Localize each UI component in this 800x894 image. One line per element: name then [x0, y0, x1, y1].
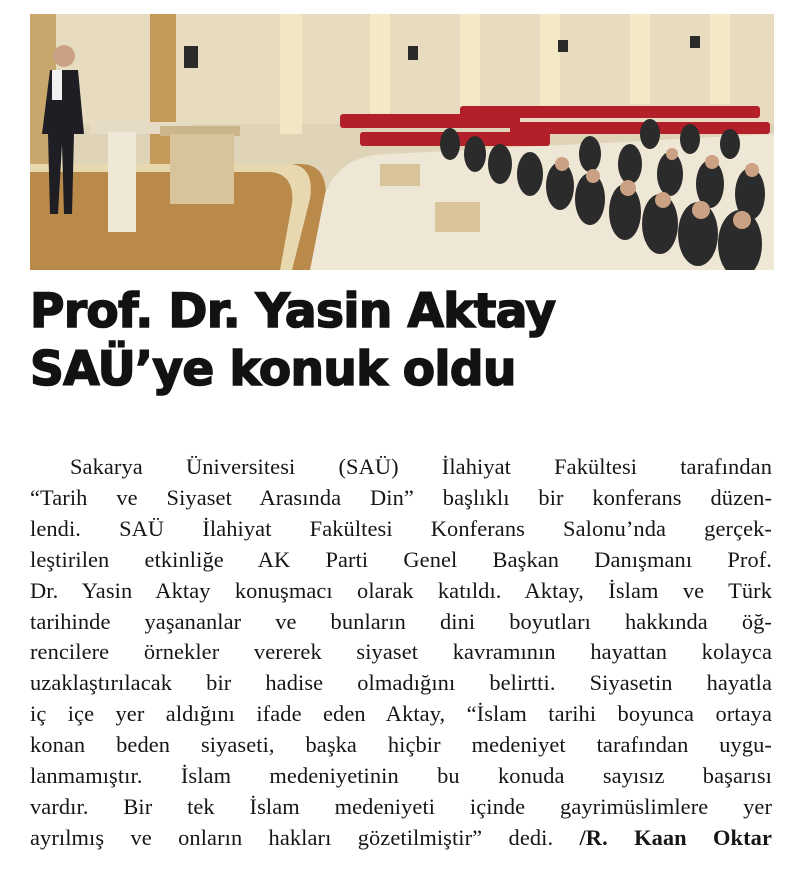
- body-line: “Tarih ve Siyaset Arasında Din” başlıklı bir konferans düzen-: [30, 484, 772, 510]
- body-line: lanmamıştır. İslam medeniyetinin bu konuda sayısız başarısı: [30, 763, 772, 789]
- body-line-text: ayrılmış ve onların hakları gözetilmiştir” dedi.: [30, 824, 554, 850]
- body-line: lendi. SAÜ İlahiyat Fakültesi Konferans Salonu’nda gerçek-: [30, 515, 772, 541]
- body-line: Sakarya Üniversitesi (SAÜ) İlahiyat Fakültesi tarafından: [70, 454, 772, 479]
- body-line: Dr. Yasin Aktay konuşmacı olarak katıldı. Aktay, İslam ve Türk: [30, 577, 772, 603]
- article-body: [30, 452, 772, 854]
- body-line: rencilere örnekler vererek siyaset kavramının hayattan kolayca: [30, 639, 772, 665]
- body-line: iç içe yer aldığını ifade eden Aktay, “İslam tarihi boyunca ortaya: [30, 701, 772, 727]
- body-line: vardır. Bir tek İslam medeniyeti içinde gayrimüslimlere yer: [30, 793, 772, 819]
- headline: [30, 283, 774, 399]
- headline-line-2: SAÜ’ye konuk oldu: [30, 342, 516, 397]
- headline-line-1: Prof. Dr. Yasin Aktay: [30, 284, 556, 339]
- body-line: konan beden siyaseti, başka hiçbir medeniyet tarafından uygu-: [30, 732, 772, 758]
- conference-photo: [30, 14, 774, 270]
- body-line: tarihinde yaşananlar ve bunların dini boyutları hakkında öğ-: [30, 608, 772, 634]
- body-line: leştirilen etkinliğe AK Parti Genel Başkan Danışmanı Prof.: [30, 546, 772, 572]
- body-last-line: [30, 823, 772, 854]
- byline: /R. Kaan Oktar: [579, 824, 772, 850]
- body-line: uzaklaştırılacak bir hadise olmadığını belirtti. Siyasetin hayatla: [30, 670, 772, 696]
